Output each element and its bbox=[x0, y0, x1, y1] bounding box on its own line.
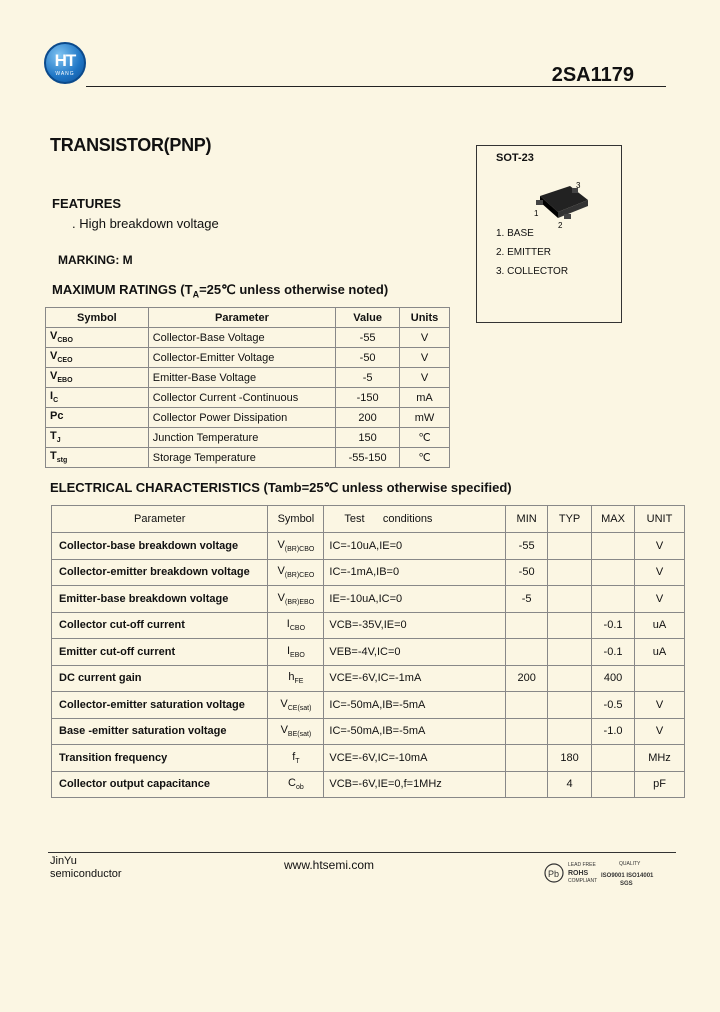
symbol: V bbox=[50, 330, 58, 343]
company-logo bbox=[44, 42, 86, 84]
col-header: Symbol bbox=[268, 506, 324, 533]
min-cell bbox=[506, 745, 548, 772]
logo-text: HT bbox=[54, 51, 76, 70]
col-header: Parameter bbox=[148, 308, 335, 328]
col-header: MIN bbox=[506, 506, 548, 533]
pin-2-lead bbox=[564, 214, 571, 219]
pb-text: Pb bbox=[548, 869, 560, 879]
sot23-package-icon bbox=[526, 180, 596, 230]
col-header: Units bbox=[400, 308, 450, 328]
page-title: TRANSISTOR(PNP) bbox=[50, 135, 212, 155]
symbol: I bbox=[286, 644, 291, 657]
max-ratings-table bbox=[45, 307, 450, 468]
max-ratings-heading bbox=[52, 282, 388, 300]
parameter-cell: Collector-emitter breakdown voltage bbox=[52, 559, 268, 586]
symbol: V bbox=[50, 350, 58, 363]
max-cell: -1.0 bbox=[592, 718, 635, 745]
value-cell: 150 bbox=[336, 428, 400, 448]
symbol-sub: (BR)CBO bbox=[284, 545, 315, 553]
unit-cell: ℃ bbox=[400, 448, 450, 468]
feature-item: . High breakdown voltage bbox=[72, 216, 219, 231]
unit-cell: V bbox=[635, 586, 685, 613]
symbol-sub: CEO bbox=[57, 357, 73, 365]
company-name bbox=[50, 855, 122, 881]
condition-cell: IC=-1mA,IB=0 bbox=[324, 559, 506, 586]
symbol-sub: T bbox=[295, 757, 300, 765]
symbol-sub: EBO bbox=[57, 377, 73, 385]
min-cell: -5 bbox=[506, 586, 548, 613]
value-cell: 200 bbox=[336, 408, 400, 428]
value-cell: -50 bbox=[336, 348, 400, 368]
unit-cell: mA bbox=[400, 388, 450, 408]
company-line-1: JinYu bbox=[50, 855, 77, 867]
pin-3-label: 3. COLLECTOR bbox=[496, 266, 569, 277]
max-ratings-heading-post: =25℃ unless otherwise noted) bbox=[199, 282, 389, 297]
symbol-cell bbox=[268, 718, 324, 745]
min-cell bbox=[506, 718, 548, 745]
table-row bbox=[46, 388, 450, 408]
max-cell: -0.5 bbox=[592, 692, 635, 719]
symbol-cell bbox=[46, 388, 149, 408]
symbol: V bbox=[277, 591, 285, 604]
unit-cell: V bbox=[635, 559, 685, 586]
typ-cell bbox=[548, 692, 592, 719]
col-header: Parameter bbox=[52, 506, 268, 533]
table-header-row bbox=[46, 308, 450, 328]
col-header: TYP bbox=[548, 506, 592, 533]
pin-3-number: 3 bbox=[576, 181, 581, 190]
min-cell bbox=[506, 771, 548, 798]
typ-cell: 180 bbox=[548, 745, 592, 772]
symbol-cell bbox=[46, 448, 149, 468]
table-row bbox=[52, 533, 685, 560]
table-row bbox=[52, 586, 685, 613]
parameter-cell: Collector-base breakdown voltage bbox=[52, 533, 268, 560]
package-name: SOT-23 bbox=[496, 152, 534, 164]
sgs-text: SGS bbox=[620, 881, 633, 887]
min-cell: 200 bbox=[506, 665, 548, 692]
quality-text: QUALITY bbox=[619, 861, 641, 867]
symbol-cell bbox=[268, 771, 324, 798]
unit-cell: V bbox=[400, 348, 450, 368]
parameter-cell: Collector Power Dissipation bbox=[148, 408, 335, 428]
table-row bbox=[52, 745, 685, 772]
condition-cell: VCE=-6V,IC=-10mA bbox=[324, 745, 506, 772]
value-cell: -5 bbox=[336, 368, 400, 388]
typ-cell bbox=[548, 559, 592, 586]
unit-cell: pF bbox=[635, 771, 685, 798]
symbol-cell bbox=[46, 368, 149, 388]
unit-cell: V bbox=[400, 368, 450, 388]
pin-2-number: 2 bbox=[558, 221, 563, 230]
value-cell: -55 bbox=[336, 328, 400, 348]
condition-cell: IC=-10uA,IE=0 bbox=[324, 533, 506, 560]
typ-cell bbox=[548, 586, 592, 613]
col-header: Test conditions bbox=[324, 506, 506, 533]
parameter-cell: Collector-Base Voltage bbox=[148, 328, 335, 348]
symbol-cell bbox=[268, 612, 324, 639]
header-divider bbox=[86, 86, 666, 87]
table-row bbox=[46, 448, 450, 468]
table-header-row bbox=[52, 506, 685, 533]
parameter-cell: DC current gain bbox=[52, 665, 268, 692]
max-cell: -0.1 bbox=[592, 639, 635, 666]
symbol: Pc bbox=[50, 410, 64, 423]
parameter-cell: Collector-Emitter Voltage bbox=[148, 348, 335, 368]
table-row bbox=[52, 692, 685, 719]
symbol-sub: CE(sat) bbox=[287, 704, 312, 712]
unit-cell: V bbox=[635, 718, 685, 745]
max-cell bbox=[592, 745, 635, 772]
max-cell: -0.1 bbox=[592, 612, 635, 639]
website-link[interactable]: www.htsemi.com bbox=[284, 858, 375, 872]
symbol-cell bbox=[46, 408, 149, 428]
min-cell: -55 bbox=[506, 533, 548, 560]
max-cell bbox=[592, 533, 635, 560]
col-header: UNIT bbox=[635, 506, 685, 533]
max-cell bbox=[592, 771, 635, 798]
footer-divider bbox=[48, 852, 676, 853]
typ-cell bbox=[548, 639, 592, 666]
table-row bbox=[52, 718, 685, 745]
symbol-sub: (BR)CEO bbox=[284, 572, 315, 580]
unit-cell: V bbox=[400, 328, 450, 348]
rohs-text: ROHS bbox=[568, 870, 589, 877]
parameter-cell: Collector cut-off current bbox=[52, 612, 268, 639]
parameter-cell: Base -emitter saturation voltage bbox=[52, 718, 268, 745]
table-row bbox=[46, 348, 450, 368]
unit-cell: ℃ bbox=[400, 428, 450, 448]
condition-cell: VCB=-35V,IE=0 bbox=[324, 612, 506, 639]
symbol-cell bbox=[268, 692, 324, 719]
max-ratings-heading-sub: A bbox=[192, 289, 200, 300]
unit-cell: uA bbox=[635, 639, 685, 666]
electrical-table bbox=[51, 505, 685, 798]
unit-cell: uA bbox=[635, 612, 685, 639]
symbol-sub: EBO bbox=[290, 651, 305, 659]
symbol: V bbox=[50, 370, 58, 383]
symbol-sub: C bbox=[53, 397, 59, 405]
symbol-sub: (BR)EBO bbox=[285, 598, 315, 606]
parameter-cell: Emitter-base breakdown voltage bbox=[52, 586, 268, 613]
parameter-cell: Junction Temperature bbox=[148, 428, 335, 448]
symbol: I bbox=[286, 618, 290, 631]
parameter-cell: Collector-emitter saturation voltage bbox=[52, 692, 268, 719]
table-row bbox=[52, 665, 685, 692]
symbol-sub: stg bbox=[56, 457, 68, 465]
symbol: T bbox=[50, 430, 57, 443]
symbol-cell bbox=[268, 559, 324, 586]
symbol-sub: BE(sat) bbox=[287, 731, 312, 739]
company-line-2: semiconductor bbox=[50, 868, 122, 880]
symbol-cell bbox=[46, 348, 149, 368]
max-ratings-heading-pre: MAXIMUM RATINGS (T bbox=[52, 282, 193, 297]
value-cell: -55-150 bbox=[336, 448, 400, 468]
electrical-heading: ELECTRICAL CHARACTERISTICS (Tamb=25℃ unless otherwise specified) bbox=[50, 480, 512, 495]
max-cell bbox=[592, 559, 635, 586]
table-row bbox=[46, 408, 450, 428]
pin-1-lead bbox=[536, 200, 543, 205]
typ-cell bbox=[548, 718, 592, 745]
symbol-cell bbox=[46, 328, 149, 348]
parameter-cell: Collector Current -Continuous bbox=[148, 388, 335, 408]
symbol: V bbox=[280, 724, 288, 737]
col-header: Value bbox=[336, 308, 400, 328]
part-number: 2SA1179 bbox=[551, 64, 634, 86]
table-row bbox=[46, 428, 450, 448]
max-cell bbox=[592, 586, 635, 613]
typ-cell bbox=[548, 612, 592, 639]
logo-subtext: WANG bbox=[55, 71, 75, 77]
unit-cell: MHz bbox=[635, 745, 685, 772]
max-cell: 400 bbox=[592, 665, 635, 692]
typ-cell bbox=[548, 533, 592, 560]
symbol-sub: CBO bbox=[57, 337, 73, 345]
min-cell: -50 bbox=[506, 559, 548, 586]
col-header: Symbol bbox=[46, 308, 149, 328]
condition-cell: IC=-50mA,IB=-5mA bbox=[324, 692, 506, 719]
symbol: V bbox=[277, 538, 285, 551]
typ-cell: 4 bbox=[548, 771, 592, 798]
table-row bbox=[52, 771, 685, 798]
parameter-cell: Emitter cut-off current bbox=[52, 639, 268, 666]
typ-cell bbox=[548, 665, 592, 692]
pin-1-label: 1. BASE bbox=[496, 228, 534, 239]
symbol-cell bbox=[268, 533, 324, 560]
symbol: T bbox=[50, 450, 57, 463]
symbol: V bbox=[280, 697, 288, 710]
table-row bbox=[52, 639, 685, 666]
marking-label: MARKING: M bbox=[58, 253, 133, 267]
symbol: C bbox=[288, 777, 296, 790]
min-cell bbox=[506, 639, 548, 666]
value-cell: -150 bbox=[336, 388, 400, 408]
condition-cell: VEB=-4V,IC=0 bbox=[324, 639, 506, 666]
parameter-cell: Transition frequency bbox=[52, 745, 268, 772]
symbol: I bbox=[50, 390, 54, 403]
symbol-sub: ob bbox=[295, 784, 304, 792]
pin-2-label: 2. EMITTER bbox=[496, 247, 552, 258]
unit-cell: V bbox=[635, 692, 685, 719]
col-header: MAX bbox=[592, 506, 635, 533]
table-row bbox=[46, 368, 450, 388]
min-cell bbox=[506, 692, 548, 719]
table-row bbox=[46, 328, 450, 348]
unit-cell bbox=[635, 665, 685, 692]
parameter-cell: Storage Temperature bbox=[148, 448, 335, 468]
symbol-sub: J bbox=[56, 437, 61, 445]
parameter-cell: Emitter-Base Voltage bbox=[148, 368, 335, 388]
symbol-cell bbox=[268, 745, 324, 772]
table-row bbox=[52, 612, 685, 639]
parameter-cell: Collector output capacitance bbox=[52, 771, 268, 798]
pin-1-number: 1 bbox=[534, 209, 539, 218]
iso-text: ISO9001 ISO14001 bbox=[601, 873, 654, 879]
condition-cell: VCB=-6V,IE=0,f=1MHz bbox=[324, 771, 506, 798]
symbol-sub: FE bbox=[294, 678, 304, 686]
symbol: V bbox=[277, 565, 285, 578]
symbol-cell bbox=[268, 639, 324, 666]
symbol-sub: CBO bbox=[289, 625, 306, 633]
table-row bbox=[52, 559, 685, 586]
symbol: f bbox=[292, 750, 296, 763]
min-cell bbox=[506, 612, 548, 639]
symbol-cell bbox=[268, 586, 324, 613]
lead-free-text: LEAD FREE bbox=[568, 862, 596, 868]
symbol-cell bbox=[46, 428, 149, 448]
features-heading: FEATURES bbox=[52, 196, 122, 211]
symbol: h bbox=[288, 671, 295, 684]
condition-cell: VCE=-6V,IC=-1mA bbox=[324, 665, 506, 692]
certification-badges bbox=[543, 859, 673, 889]
condition-cell: IC=-50mA,IB=-5mA bbox=[324, 718, 506, 745]
condition-cell: IE=-10uA,IC=0 bbox=[324, 586, 506, 613]
symbol-cell bbox=[268, 665, 324, 692]
compliant-text: COMPLIANT bbox=[568, 878, 598, 884]
unit-cell: mW bbox=[400, 408, 450, 428]
unit-cell: V bbox=[635, 533, 685, 560]
